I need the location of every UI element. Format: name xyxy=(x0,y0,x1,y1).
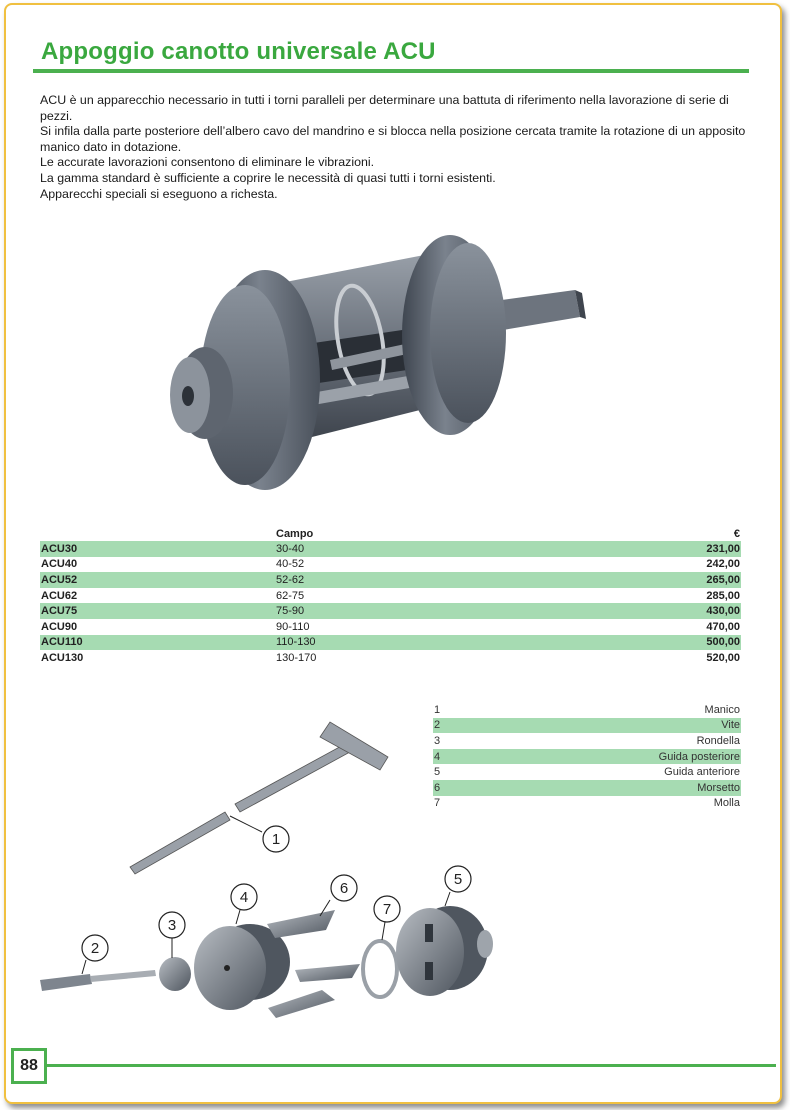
product-price: 285,00 xyxy=(706,589,740,602)
part-name: Manico xyxy=(704,703,740,716)
part-name: Guida anteriore xyxy=(664,766,740,779)
header-code xyxy=(40,527,275,541)
part-number: 2 xyxy=(433,718,460,734)
product-range: 110-130 xyxy=(275,635,528,651)
product-code: ACU110 xyxy=(40,635,275,651)
table-row xyxy=(40,557,741,573)
product-price: 520,00 xyxy=(706,651,740,664)
product-range: 62-75 xyxy=(276,589,305,602)
front-guide-part xyxy=(396,906,493,996)
product-code: ACU130 xyxy=(41,651,84,664)
washer-part xyxy=(159,957,191,991)
product-code: ACU75 xyxy=(40,603,275,619)
header-price: € xyxy=(733,528,740,540)
part-number: 5 xyxy=(434,766,441,779)
product-range: 90-110 xyxy=(276,620,310,633)
table-row xyxy=(40,619,741,635)
table-row xyxy=(40,635,741,651)
table-row xyxy=(40,541,741,557)
callout-label: 4 xyxy=(239,889,249,906)
part-name: Guida posteriore xyxy=(460,749,741,765)
part-name: Vite xyxy=(460,718,741,734)
part-name: Morsetto xyxy=(460,780,741,796)
callout-label: 3 xyxy=(167,917,177,934)
table-row xyxy=(40,588,741,604)
intro-text xyxy=(40,93,752,202)
product-range: 75-90 xyxy=(275,603,528,619)
callout-label: 1 xyxy=(271,831,281,848)
product-image xyxy=(150,225,590,515)
part-number: 7 xyxy=(434,797,441,810)
product-range: 30-40 xyxy=(275,541,528,557)
table-row xyxy=(40,603,741,619)
title-divider xyxy=(33,69,749,73)
price-table xyxy=(40,527,741,666)
product-range: 130-170 xyxy=(276,651,317,664)
part-number: 4 xyxy=(433,749,460,765)
product-range: 52-62 xyxy=(275,572,528,588)
product-price: 265,00 xyxy=(528,572,741,588)
product-price: 430,00 xyxy=(528,603,741,619)
product-code: ACU52 xyxy=(40,572,275,588)
intro-paragraph: Apparecchi speciali si eseguono a richesta. xyxy=(40,186,278,201)
callout-label: 7 xyxy=(382,901,392,918)
product-price: 242,00 xyxy=(706,558,740,571)
callout-label: 5 xyxy=(453,871,463,888)
intro-paragraph: ACU è un apparecchio necessario in tutti i torni paralleli per determinare una battuta di riferimento nella lavorazione di serie di pezzi. xyxy=(40,93,729,123)
table-row xyxy=(40,572,741,588)
table-row xyxy=(40,650,741,666)
handle-part xyxy=(130,722,388,874)
callout-label: 2 xyxy=(90,940,100,957)
product-code: ACU40 xyxy=(41,558,78,571)
product-code: ACU30 xyxy=(40,541,275,557)
product-code: ACU90 xyxy=(41,620,78,633)
part-number: 3 xyxy=(434,734,441,747)
intro-paragraph: La gamma standard è sufficiente a coprire le necessità di quasi tutti i torni esistenti. xyxy=(40,170,496,185)
product-price: 231,00 xyxy=(528,541,741,557)
price-table-header xyxy=(40,527,741,541)
header-range: Campo xyxy=(276,528,314,540)
page-number: 88 xyxy=(11,1048,47,1084)
part-name: Rondella xyxy=(696,734,740,747)
product-price: 500,00 xyxy=(528,635,741,651)
intro-paragraph: Le accurate lavorazioni consentono di eliminare le vibrazioni. xyxy=(40,155,375,170)
page-title: Appoggio canotto universale ACU xyxy=(41,38,436,65)
footer-divider xyxy=(40,1064,776,1067)
product-price: 470,00 xyxy=(706,620,740,633)
screw-part xyxy=(40,970,156,991)
product-range: 40-52 xyxy=(276,558,305,571)
part-name: Molla xyxy=(713,797,740,810)
product-code: ACU62 xyxy=(41,589,78,602)
spring-part xyxy=(363,941,397,997)
part-number: 6 xyxy=(433,780,460,796)
part-number: 1 xyxy=(434,703,441,716)
exploded-diagram xyxy=(30,712,510,1027)
intro-paragraph: Si infila dalla parte posteriore dell’albero cavo del mandrino e si blocca nella posizione cercata tramite la rotazione di un apposito manico dato in dotazione. xyxy=(40,124,746,154)
callout-label: 6 xyxy=(339,880,349,897)
